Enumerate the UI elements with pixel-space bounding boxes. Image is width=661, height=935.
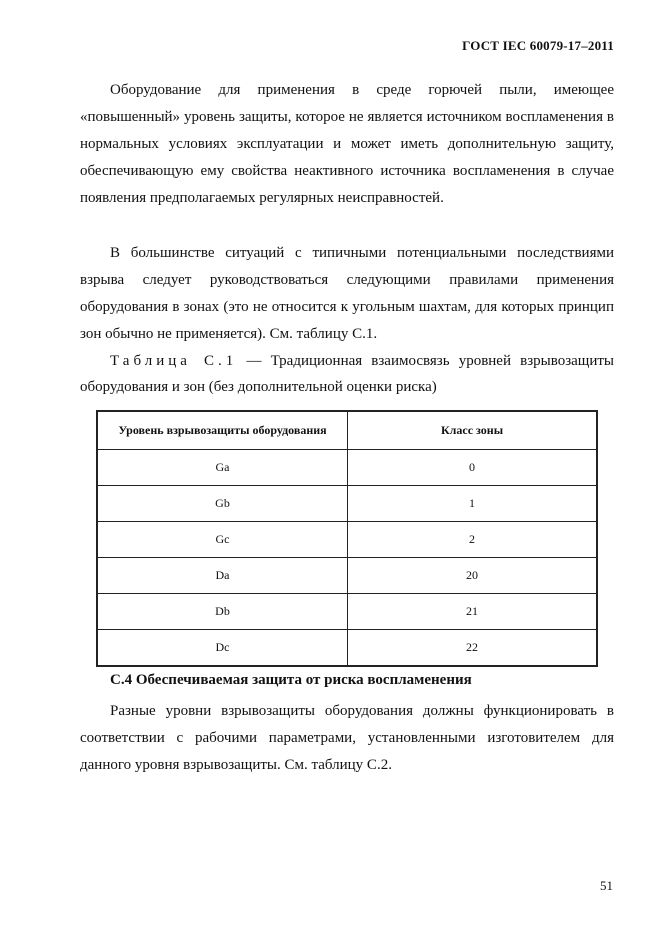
page-number: 51 xyxy=(600,878,613,893)
table-caption-label: Таблица С.1 xyxy=(110,353,238,369)
table-header-row xyxy=(97,411,597,450)
table-caption-dash: — xyxy=(246,353,262,369)
table-row xyxy=(97,558,597,594)
table-caption xyxy=(80,348,614,400)
paragraph-text: Разные уровни взрывозащиты оборудования должны функционировать в соответствии с рабочими параметрами, установленными изготовителем для данного уровня взрывозащиты. См. таблицу С.2. xyxy=(80,703,614,773)
paragraph-dust-equipment xyxy=(80,77,614,212)
table-cell: Db xyxy=(97,594,348,630)
table-cell: Dc xyxy=(97,630,348,667)
paragraph-text: В большинстве ситуаций с типичными потенциальными последствиями взрыва следует руководствоваться следующими правилами применения оборудования в зонах (это не относится к угольным шахтам, для которых принцип зон обычно не применяется). См. таблицу С.1. xyxy=(80,245,614,342)
table-cell: Da xyxy=(97,558,348,594)
table-cell: 21 xyxy=(348,594,598,630)
table-cell: 22 xyxy=(348,630,598,667)
table-row xyxy=(97,522,597,558)
table-cell: Ga xyxy=(97,450,348,486)
table-cell: 1 xyxy=(348,486,598,522)
document-header: ГОСТ IEC 60079-17–2011 xyxy=(462,38,614,53)
table-cell: 2 xyxy=(348,522,598,558)
column-header-zone-class: Класс зоны xyxy=(348,411,598,450)
table-row xyxy=(97,450,597,486)
paragraph-text: Оборудование для применения в среде горючей пыли, имеющее «повышенный» уровень защиты, которое не является источником воспламенения в нормальных условиях эксплуатации и может иметь дополнительную защиту, обеспечивающую ему свойства неактивного источника воспламенения в случае появления предполагаемых регулярных неисправностей. xyxy=(80,82,614,206)
column-header-protection-level: Уровень взрывозащиты оборудования xyxy=(97,411,348,450)
table-cell: Gb xyxy=(97,486,348,522)
paragraph-zone-rules xyxy=(80,240,614,348)
paragraph-protection-levels xyxy=(80,698,614,779)
table-cell: 0 xyxy=(348,450,598,486)
table-cell: Gc xyxy=(97,522,348,558)
table-caption-text: Традиционная взаимосвязь уровней взрывозащиты оборудования и зон (без дополнительной оценки риска) xyxy=(80,353,614,395)
zones-table xyxy=(96,410,598,667)
table-cell: 20 xyxy=(348,558,598,594)
section-heading: С.4 Обеспечиваемая защита от риска воспламенения xyxy=(110,672,472,688)
table-row xyxy=(97,630,597,667)
table-row xyxy=(97,486,597,522)
table-row xyxy=(97,594,597,630)
